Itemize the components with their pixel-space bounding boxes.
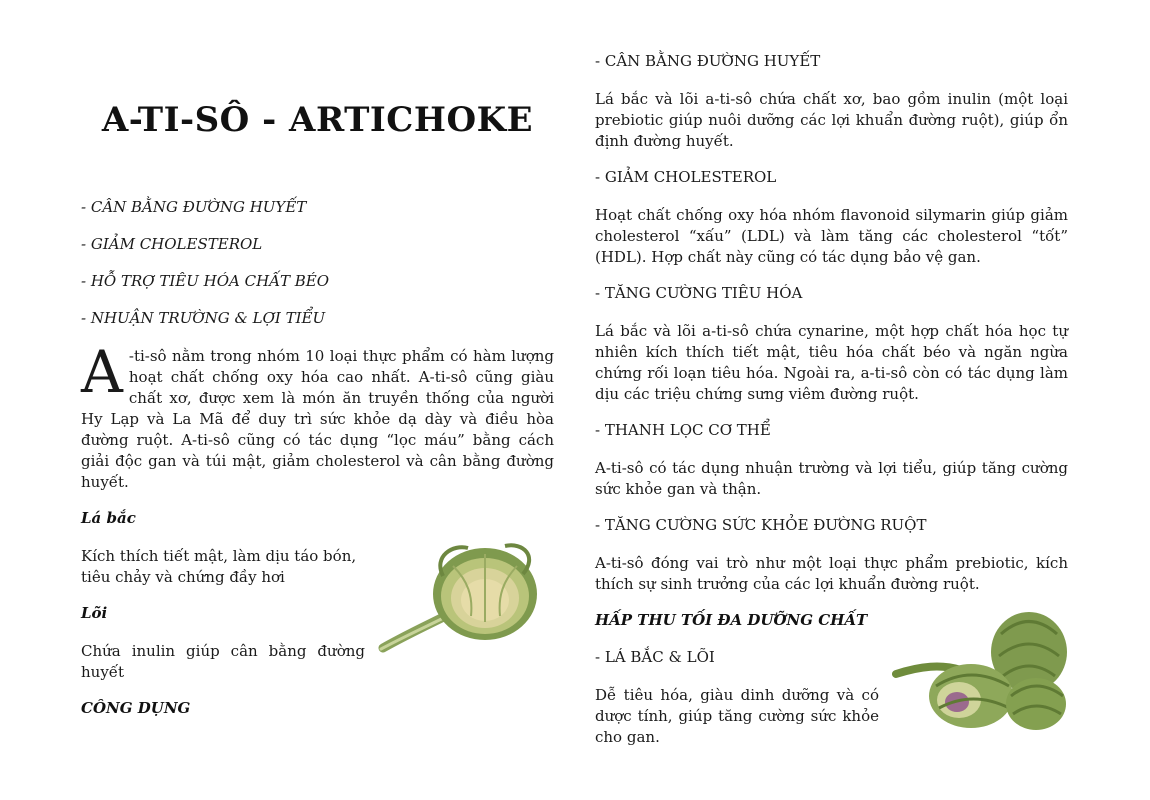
benefit-bullet: - HỖ TRỢ TIÊU HÓA CHẤT BÉO [81,272,330,290]
loi-heading: Lõi [81,604,108,622]
section-heading: - CÂN BẰNG ĐƯỜNG HUYẾT [595,52,821,70]
section-heading: - THANH LỌC CƠ THỂ [595,421,771,439]
benefit-bullet: - CÂN BẰNG ĐƯỜNG HUYẾT [81,198,307,216]
benefit-bullet: - GIẢM CHOLESTEROL [81,235,263,253]
section-text: Lá bắc và lõi a-ti-sô chứa chất xơ, bao gồm inulin (một loại prebiotic giúp nuôi dưỡng các lợi khuẩn đường ruột), giúp ổn định đường huyết. [595,90,1068,150]
intro-paragraph [81,338,554,493]
section-heading: - GIẢM CHOLESTEROL [595,168,777,186]
benefit-bullet: - NHUẬN TRƯỜNG & LỢI TIỂU [81,309,326,327]
la-bac-text: Kích thích tiết mật, làm dịu táo bón, tiêu chảy và chứng đầy hơi [81,547,357,586]
section-heading: - TĂNG CƯỜNG TIÊU HÓA [595,284,803,302]
section-text: Lá bắc và lõi a-ti-sô chứa cynarine, một hợp chất hóa học tự nhiên kích thích tiết mật, tiêu hóa chất béo và ngăn ngừa chứng rối loạn tiêu hóa. Ngoài ra, a-ti-sô còn có tác dụng làm dịu các triệu chứng sưng viêm đường ruột. [595,322,1068,403]
page-title: A-TI-SÔ - ARTICHOKE [101,100,534,140]
artichoke-half-image [373,536,548,666]
section-text: Hoạt chất chống oxy hóa nhóm flavonoid silymarin giúp giảm cholesterol “xấu” (LDL) và làm tăng các cholesterol “tốt” (HDL). Hợp chất này cũng có tác dụng bảo vệ gan. [595,206,1068,266]
loi-text: Chứa inulin giúp cân bằng đường huyết [81,642,365,681]
drop-cap: A [81,338,123,406]
section-heading: - TĂNG CƯỜNG SỨC KHỎE ĐƯỜNG RUỘT [595,516,927,534]
la-bac-heading: Lá bắc [81,509,136,527]
section-text: A-ti-sô đóng vai trò như một loại thực phẩm prebiotic, kích thích sự sinh trưởng của các lợi khuẩn đường ruột. [595,554,1068,593]
absorb-subheading: - LÁ BẮC & LÕI [595,648,715,666]
absorb-heading: HẤP THU TỐI ĐA DƯỠNG CHẤT [595,611,868,629]
cong-dung-heading: CÔNG DỤNG [81,699,191,717]
section-text: A-ti-sô có tác dụng nhuận trường và lợi tiểu, giúp tăng cường sức khỏe gan và thận. [595,459,1068,498]
artichokes-image [891,604,1071,734]
intro-text: -ti-sô nằm trong nhóm 10 loại thực phẩm có hàm lượng hoạt chất chống oxy hóa cao nhất. A-ti-sô cũng giàu chất xơ, được xem là món ăn truyền thống của người Hy Lạp và La Mã để duy trì sức khỏe dạ dày và điều hòa đường ruột. A-ti-sô cũng có tác dụng “lọc máu” bằng cách giải độc gan và túi mật, giảm cholesterol và cân bằng đường huyết. [81,347,554,491]
absorb-text: Dễ tiêu hóa, giàu dinh dưỡng và có dược tính, giúp tăng cường sức khỏe cho gan. [595,686,879,746]
